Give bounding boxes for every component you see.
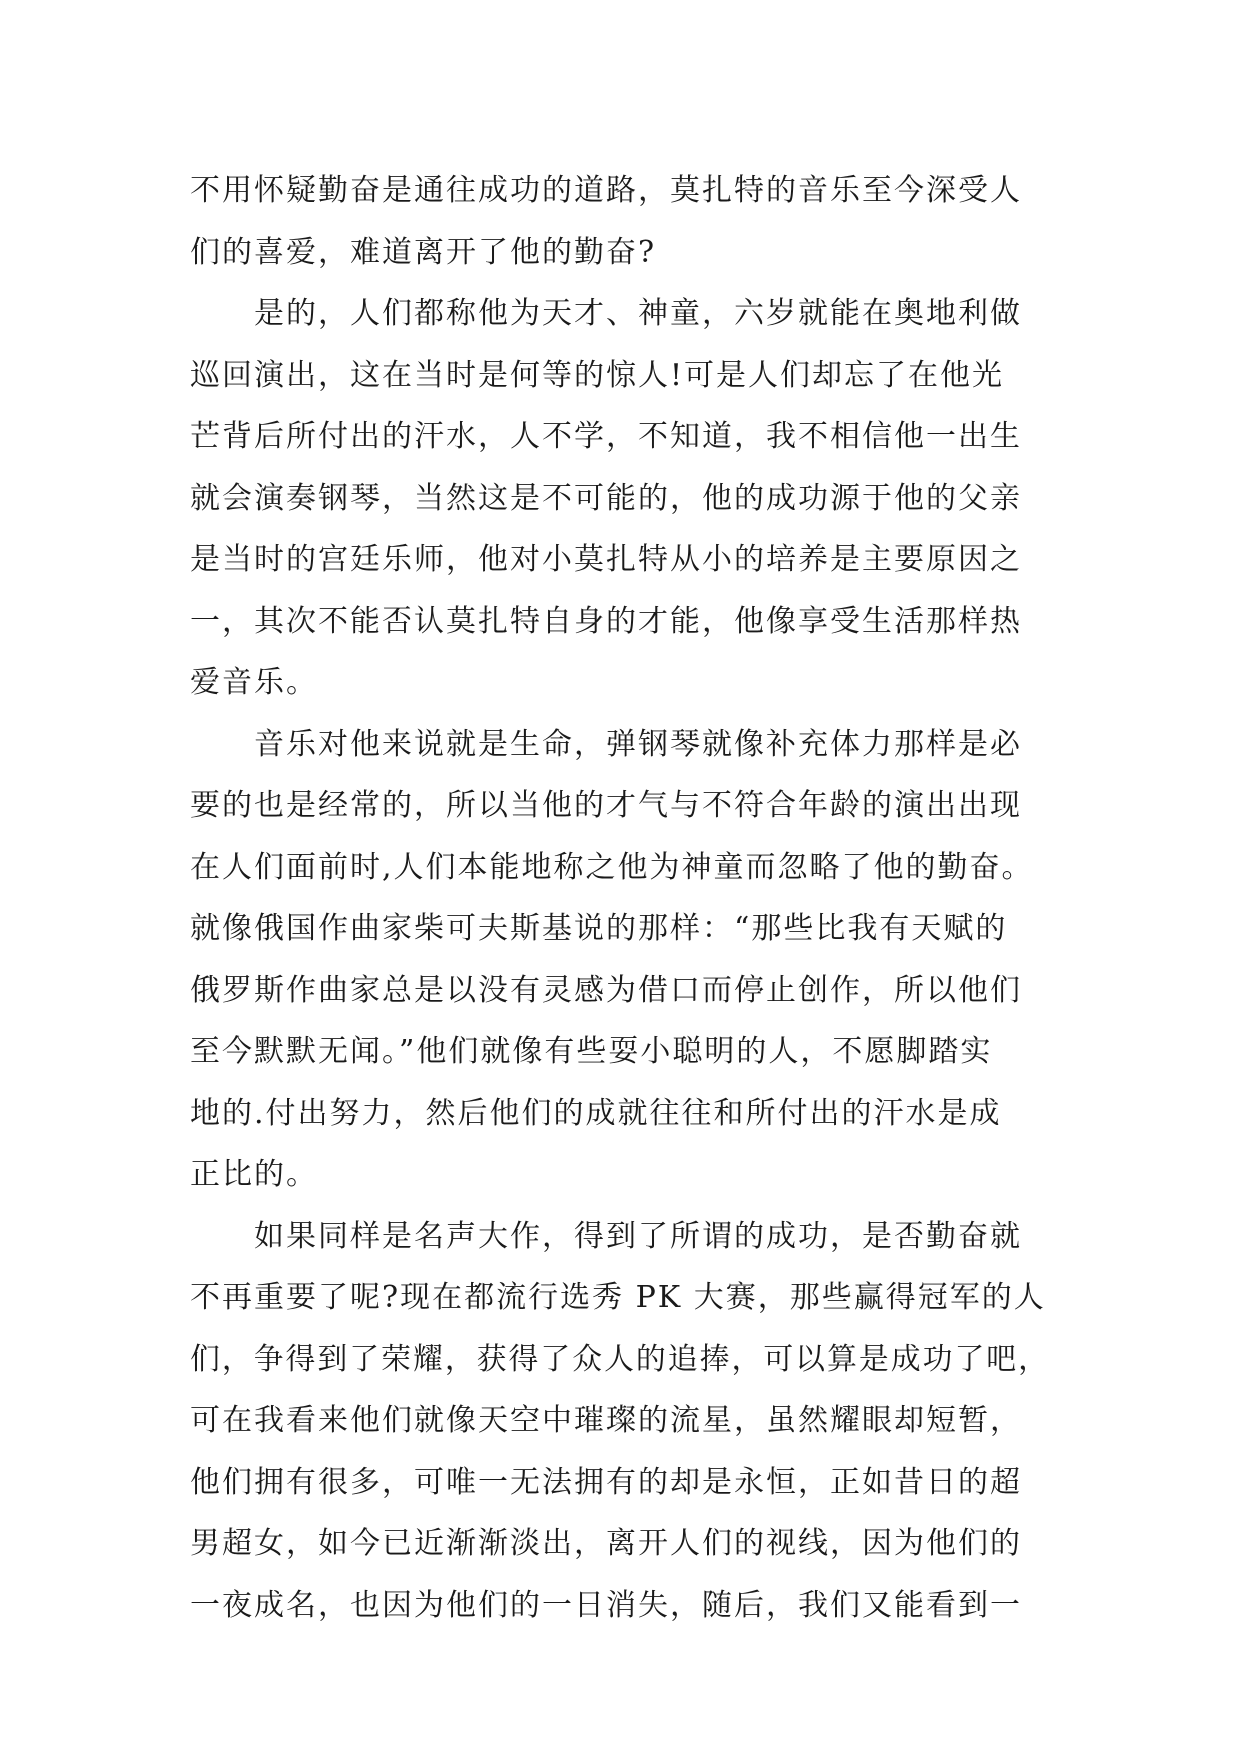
text-line: 们的喜爱，难道离开了他的勤奋? — [190, 234, 657, 270]
text-line: 要的也是经常的，所以当他的才气与不符合年龄的演出出现 — [190, 788, 1022, 823]
text-line: 可在我看来他们就像天空中璀璨的流星，虽然耀眼却短暂， — [190, 1403, 1022, 1438]
text-line: 俄罗斯作曲家总是以没有灵感为借口而停止创作，所以他们 — [190, 972, 1022, 1008]
paragraph-first-line: 是的，人们都称他为天才、神童，六岁就能在奥地利做 — [254, 296, 1022, 331]
text-line: 正比的。 — [190, 1157, 318, 1192]
text-line: 是当时的宫廷乐师，他对小莫扎特从小的培养是主要原因之 — [190, 542, 1022, 577]
text-line: 不再重要了呢?现在都流行选秀 PK 大赛，那些赢得冠军的人 — [190, 1280, 1046, 1315]
text-line: 就像俄国作曲家柴可夫斯基说的那样：“那些比我有天赋的 — [190, 911, 1008, 946]
text-line: 一，其次不能否认莫扎特自身的才能，他像享受生活那样热 — [190, 603, 1022, 639]
paragraph-first-line: 如果同样是名声大作，得到了所谓的成功，是否勤奋就 — [254, 1218, 1022, 1254]
text-line: 在人们面前时,人们本能地称之他为神童而忽略了他的勤奋。 — [190, 849, 1034, 885]
text-line: 就会演奏钢琴，当然这是不可能的，他的成功源于他的父亲 — [190, 480, 1022, 516]
text-line: 不用怀疑勤奋是通往成功的道路，莫扎特的音乐至今深受人 — [190, 173, 1022, 208]
text-line: 爱音乐。 — [190, 665, 318, 700]
text-line: 至今默默无闻。”他们就像有些耍小聪明的人，不愿脚踏实 — [190, 1034, 993, 1069]
body-text — [190, 160, 1050, 1636]
text-line: 们，争得到了荣耀，获得了众人的追捧，可以算是成功了吧， — [190, 1341, 1050, 1377]
text-line: 一夜成名，也因为他们的一日消失，随后，我们又能看到一 — [190, 1587, 1022, 1623]
paragraph-first-line: 音乐对他来说就是生命，弹钢琴就像补充体力那样是必 — [254, 726, 1022, 762]
text-line: 他们拥有很多，可唯一无法拥有的却是永恒，正如昔日的超 — [190, 1464, 1022, 1500]
text-line: 男超女，如今已近渐渐淡出，离开人们的视线，因为他们的 — [190, 1526, 1022, 1561]
text-line: 巡回演出，这在当时是何等的惊人!可是人们却忘了在他光 — [190, 357, 1005, 393]
text-line: 芒背后所付出的汗水，人不学，不知道，我不相信他一出生 — [190, 419, 1022, 454]
text-line: 地的.付出努力，然后他们的成就往往和所付出的汗水是成 — [190, 1095, 1002, 1131]
